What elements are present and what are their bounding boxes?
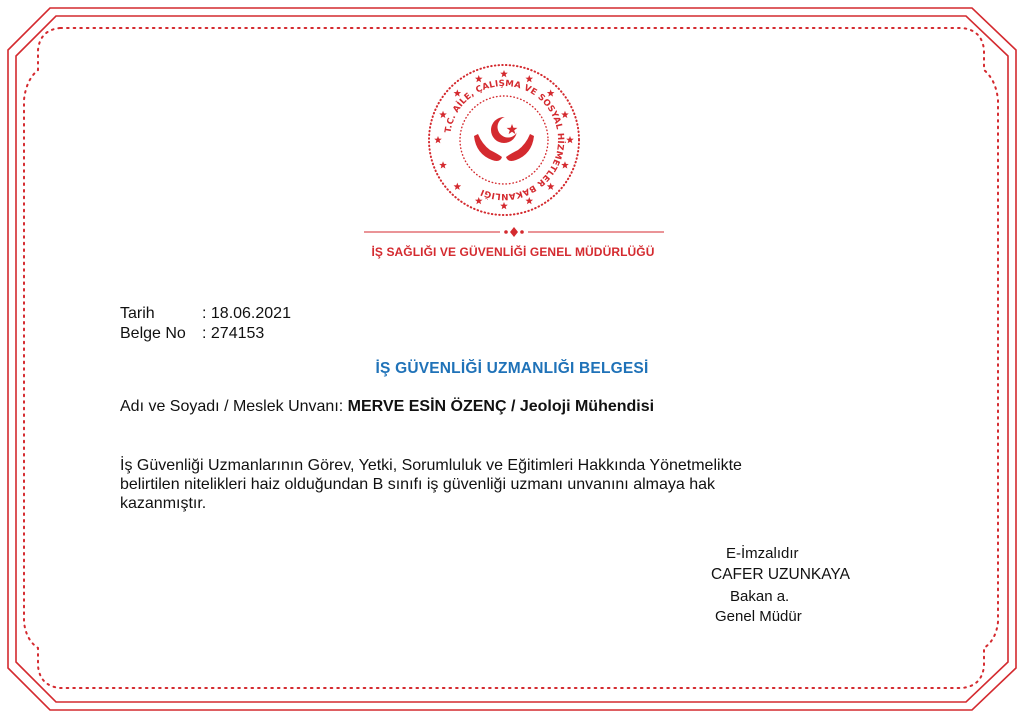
holder-line [120, 398, 654, 416]
ministry-seal [426, 62, 582, 218]
seal-star-icon [525, 197, 533, 204]
seal-star-icon [547, 89, 555, 96]
seal-star-icon [454, 89, 462, 96]
signatory-on-behalf: Bakan a. [730, 588, 790, 605]
seal-star-icon [434, 136, 442, 143]
holder-value: MERVE ESİN ÖZENÇ / Jeoloji Mühendisi [347, 398, 655, 415]
seal-star-icon [439, 161, 447, 168]
seal-star-icon [525, 75, 533, 82]
seal-star-icon [561, 111, 569, 118]
document-title: İŞ GÜVENLİĞİ UZMANLIĞI BELGESİ [375, 360, 649, 377]
signatory-position: Genel Müdür [715, 608, 802, 625]
date-row [120, 304, 291, 324]
seal-star-icon [500, 202, 508, 209]
document-meta [120, 304, 291, 344]
seal-ring-text: T.C. AİLE, ÇALIŞMA VE SOSYAL HİZMETLER BAKANLIĞI [443, 78, 566, 202]
certificate-body [120, 456, 910, 513]
seal-star-icon [475, 75, 483, 82]
body-line-3: kazanmıştır. [120, 495, 207, 512]
doc-no-row [120, 324, 291, 344]
seal-star-icon [454, 183, 462, 190]
doc-no-value: : 274153 [202, 325, 265, 342]
crescent-star-hands-icon [474, 117, 534, 162]
seal-star-icon [547, 183, 555, 190]
seal-star-icon [475, 197, 483, 204]
seal-star-icon [439, 111, 447, 118]
seal-star-icon [566, 136, 574, 143]
body-line-1: İş Güvenliği Uzmanlarının Görev, Yetki, Sorumluluk ve Eğitimleri Hakkında Yönetmelikte [120, 457, 742, 474]
date-value: : 18.06.2021 [202, 305, 291, 322]
seal-star-icon [500, 70, 508, 77]
seal-star-icon [561, 161, 569, 168]
body-line-2: belirtilen nitelikleri haiz olduğundan B sınıfı iş güvenliği uzmanı unvanını almaya hak [120, 476, 716, 493]
holder-label: Adı ve Soyadı / Meslek Unvanı: [120, 398, 344, 415]
date-label: Tarih [120, 305, 155, 322]
doc-no-label: Belge No [120, 325, 186, 342]
signatory-name: CAFER UZUNKAYA [711, 566, 850, 583]
e-signature-note: E-İmzalıdır [726, 545, 799, 562]
directorate-name: İŞ SAĞLIĞI VE GÜVENLİĞİ GENEL MÜDÜRLÜĞÜ [371, 245, 655, 259]
header-ornament [364, 222, 664, 242]
